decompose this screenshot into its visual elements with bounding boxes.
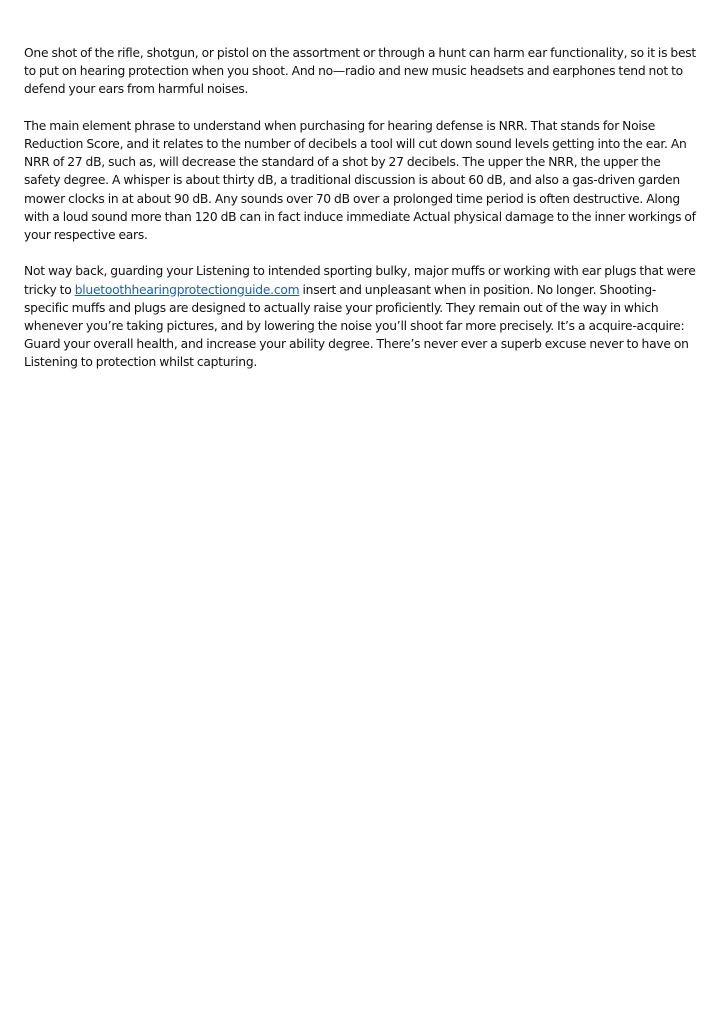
bluetooth-hearing-protection-link[interactable]: bluetoothhearingprotectionguide.com xyxy=(74,282,300,297)
paragraph-1: One shot of the rifle, shotgun, or pistol on the assortment or through a hunt can harm ear functionality, so it is best to put on hearing protection when you shoot. And no—radio and new music headsets and earphones tend not to defend your ears from harmful noises. xyxy=(24,46,697,97)
paragraph-3-text-before-link: Not way back, guarding your Listening to intended sporting bulky, major muffs or working with ear plugs that were tricky to xyxy=(24,264,696,297)
document-body xyxy=(24,44,700,390)
paragraph-2: The main element phrase to understand when purchasing for hearing defense is NRR. That stands for Noise Reduction Score, and it relates to the number of decibels a tool will cut down sound levels getting into the ear. An NRR of 27 dB, such as, will decrease the standard of a shot by 27 decibels. The upper the NRR, the upper the safety degree. A whisper is about thirty dB, a traditional discussion is about 60 dB, and also a gas-driven garden mower clocks in at about 90 dB. Any sounds over 70 dB over a prolonged time period is often destructive. Along with a loud sound more than 120 dB can in fact induce immediate Actual physical damage to the inner workings of your respective ears. xyxy=(24,118,696,243)
paragraph-3-text-after-link: insert and unpleasant when in position. No longer. Shooting-specific muffs and plugs are designed to actually raise your proficiently. They remain out of the way in which whenever you’re taking pictures, and by lowering the noise you’ll shoot far more precisely. It’s a acquire-acquire: Guard your overall health, and increase your ability degree. There’s never ever a superb excuse never to have on Listening to protection whilst capturing. xyxy=(24,282,689,370)
paragraph-3 xyxy=(24,262,700,371)
